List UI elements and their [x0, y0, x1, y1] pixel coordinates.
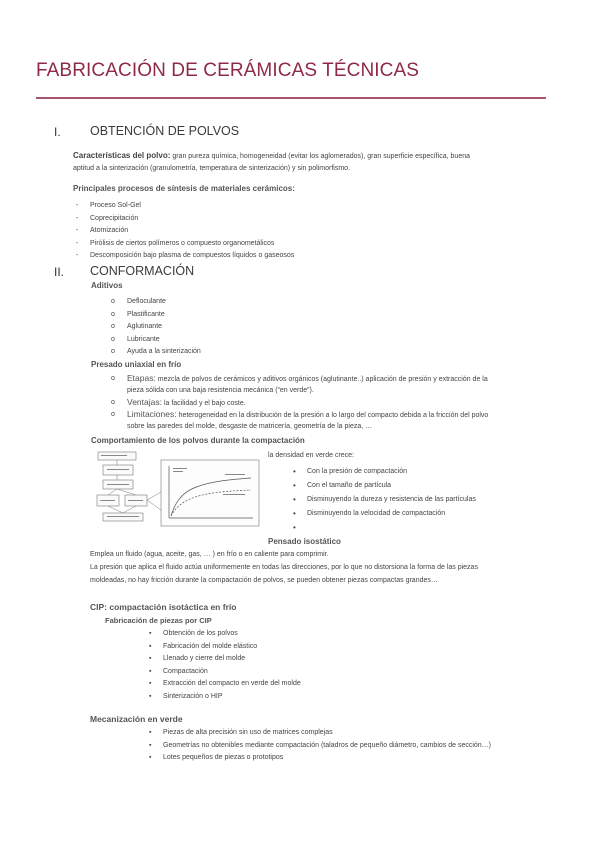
list-item: - Coprecipitación — [90, 213, 294, 226]
list-item: • Con la presión de compactación — [307, 465, 476, 479]
list-item: o Ayuda a la sinterización — [127, 346, 201, 359]
list-item: ▪ Llenado y cierre del molde — [163, 653, 301, 666]
list-item: - Atomización — [90, 225, 294, 238]
cip-steps-list — [163, 628, 301, 703]
density-intro: la densidad en verde crece: — [268, 452, 354, 459]
uniaxial-label: Presado uniaxial en frío — [91, 360, 182, 369]
list-item: ▪ Lotes pequeños de piezas o prototipos — [163, 752, 491, 765]
list-item: ▪ Compactación — [163, 666, 301, 679]
processes-list — [90, 200, 294, 263]
behavior-label: Comportamiento de los polvos durante la compactación — [91, 436, 305, 445]
stages-line2: pieza sólida con una baja resistencia mecánica (“en verde”). — [127, 387, 314, 394]
additives-list — [127, 296, 201, 359]
list-item: o Aglutinante — [127, 321, 201, 334]
list-item: - Descomposición bajo plasma de compuestos líquidos o gaseosos — [90, 250, 294, 263]
processes-label: Principales procesos de síntesis de materiales cerámicos: — [73, 184, 295, 193]
section-2-number: II. — [54, 265, 65, 279]
features-label: Características del polvo: — [73, 151, 171, 160]
list-item: o Plastificante — [127, 309, 201, 322]
list-item: ▪ Geometrías no obtenibles mediante compactación (taladros de pequeño diámetro, cambios de sección…) — [163, 740, 491, 753]
additives-label: Aditivos — [91, 281, 123, 290]
isostatic-line3: moldeadas, no hay fricción durante la compactación de polvos, se pueden obtener piezas compactas grandes… — [90, 577, 438, 584]
list-item: ▪ Sinterización o HIP — [163, 691, 301, 704]
advantages-text: la facilidad y el bajo coste. — [163, 400, 246, 407]
advantages-line — [127, 397, 246, 409]
section-1-heading: OBTENCIÓN DE POLVOS — [90, 124, 240, 138]
section-1-number: I. — [54, 125, 61, 139]
list-item: ▪ Obtención de los polvos — [163, 628, 301, 641]
list-item: - Proceso Sol-Gel — [90, 200, 294, 213]
cip-label: CIP: compactación isotáctica en frío — [90, 602, 237, 612]
stages-line1 — [127, 373, 488, 385]
features-text-line1: gran pureza química, homogeneidad (evitar los aglomerados), gran superficie específica, buena — [172, 153, 470, 160]
machining-label: Mecanización en verde — [90, 714, 183, 724]
bullet-o: o — [111, 375, 115, 382]
page-title: FABRICACIÓN DE CERÁMICAS TÉCNICAS — [36, 60, 420, 81]
compaction-figure — [95, 450, 263, 530]
stages-label: Etapas: — [127, 373, 156, 383]
section-2-heading: CONFORMACIÓN — [90, 264, 195, 278]
limitations-line2: sobre las paredes del molde, desgaste de matricería, geometría de la pieza, … — [127, 423, 373, 430]
list-item: - Pirólisis de ciertos polímeros o compuesto organometálicos — [90, 238, 294, 251]
isostatic-line1: Emplea un fluido (agua, aceite, gas, … ) en frío o en caliente para comprimir. — [90, 551, 329, 558]
list-item: • Con el tamaño de partícula — [307, 479, 476, 493]
isostatic-label: Pensado isostático — [268, 537, 341, 546]
list-item: ▪ Extracción del compacto en verde del molde — [163, 678, 301, 691]
list-item: ▪ Fabricación del molde elástico — [163, 641, 301, 654]
graph-frame — [161, 460, 259, 526]
title-divider — [36, 97, 546, 99]
list-item: ▪ Piezas de alta precisión sin uso de matrices complejas — [163, 727, 491, 740]
limitations-label: Limitaciones: — [127, 409, 177, 419]
cip-sub-label: Fabricación de piezas por CIP — [105, 616, 212, 625]
features-text-line2: aptitud a la sinterización (granulometría, temperatura de sinterización) y sin polimorfismo. — [73, 165, 351, 172]
list-item: o Lubricante — [127, 334, 201, 347]
list-item: o Defloculante — [127, 296, 201, 309]
stages-text: mezcla de polvos de cerámicos y aditivos orgánicos (aglutinante..) aplicación de presión y extracción de la — [157, 376, 488, 383]
limitations-line1 — [127, 409, 488, 421]
limitations-text: heterogeneidad en la distribución de la presión a lo largo del compacto debida a la fricción del polvo — [178, 412, 489, 419]
advantages-label: Ventajas: — [127, 397, 162, 407]
features-paragraph — [73, 151, 553, 174]
density-list — [307, 465, 476, 521]
bullet-o: o — [111, 399, 115, 406]
isostatic-line2: La presión que aplica el fluido actúa uniformemente en todas las direcciones, por lo que no distorsiona la forma de las piezas — [90, 564, 478, 571]
bullet-o: o — [111, 411, 115, 418]
list-item: • Disminuyendo la velocidad de compactación — [307, 507, 476, 521]
machining-list — [163, 727, 491, 765]
list-item: • Disminuyendo la dureza y resistencia de las partículas — [307, 493, 476, 507]
